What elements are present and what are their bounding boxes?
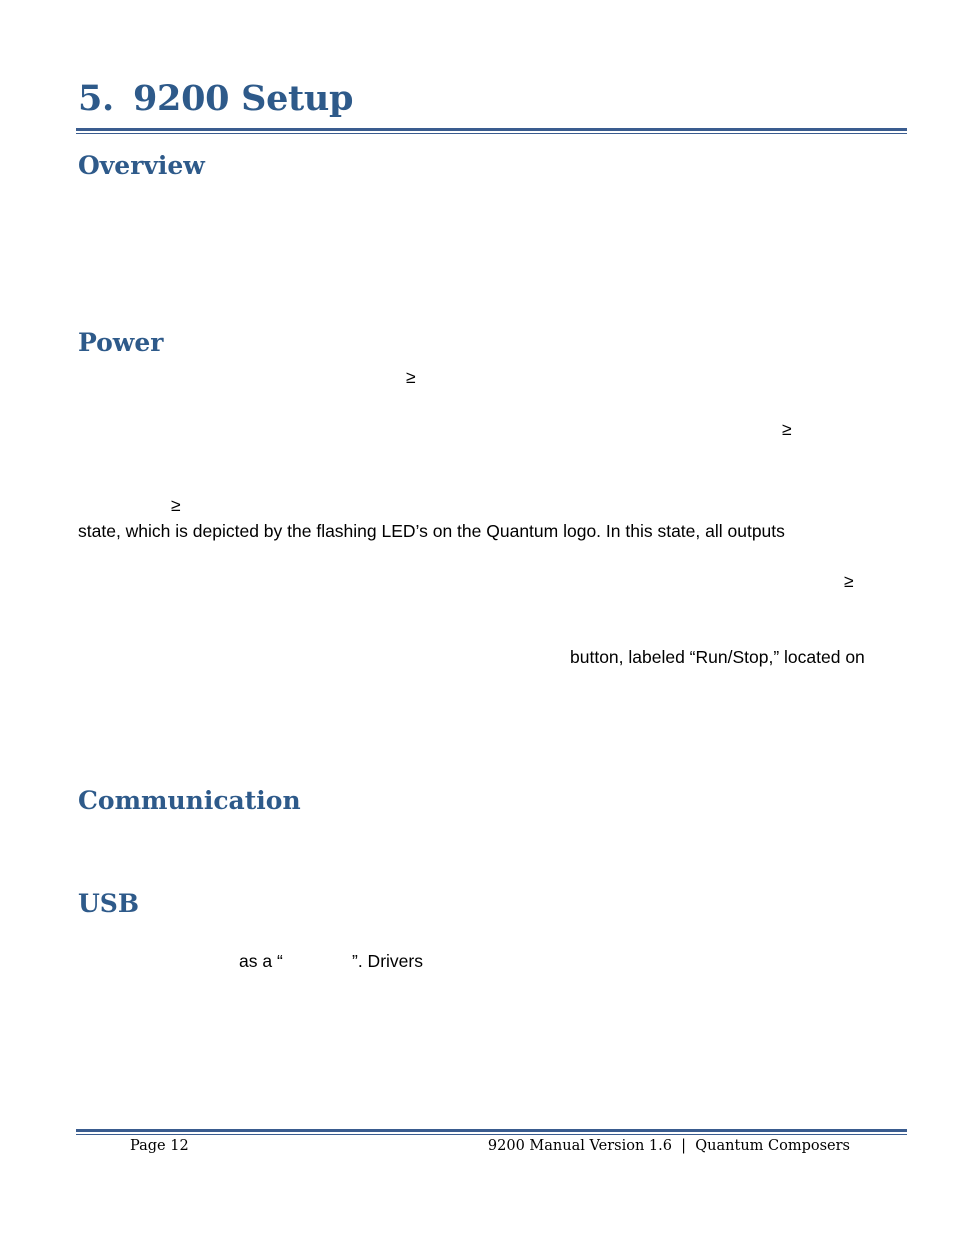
footer-document-title: 9200 Manual Version 1.6 | Quantum Composers — [487, 1138, 850, 1154]
power-symbol-3: ≥ — [171, 495, 181, 515]
power-symbol-4: ≥ — [844, 571, 854, 591]
chapter-title: 9200 Setup — [133, 78, 354, 119]
power-text-button: button, labeled “Run/Stop,” located on — [570, 647, 865, 667]
chapter-number: 5. — [78, 78, 114, 119]
chapter-rule-thin — [76, 133, 907, 134]
usb-text-fragment-2: ”. Drivers — [352, 951, 423, 971]
section-heading-power: Power — [78, 328, 164, 357]
chapter-heading — [78, 78, 353, 119]
power-text-state: state, which is depicted by the flashing LED’s on the Quantum logo. In this state, all outputs — [78, 521, 785, 541]
usb-text-fragment-1: as a “ — [239, 951, 283, 971]
footer-rule — [76, 1129, 907, 1132]
power-symbol-2: ≥ — [782, 419, 792, 439]
section-heading-overview: Overview — [78, 151, 205, 180]
section-heading-communication: Communication — [78, 786, 301, 815]
section-heading-usb: USB — [78, 889, 139, 918]
chapter-rule — [76, 128, 907, 131]
power-symbol-1: ≥ — [406, 367, 416, 387]
footer-page-number: Page 12 — [130, 1138, 189, 1154]
footer-rule-thin — [76, 1134, 907, 1135]
